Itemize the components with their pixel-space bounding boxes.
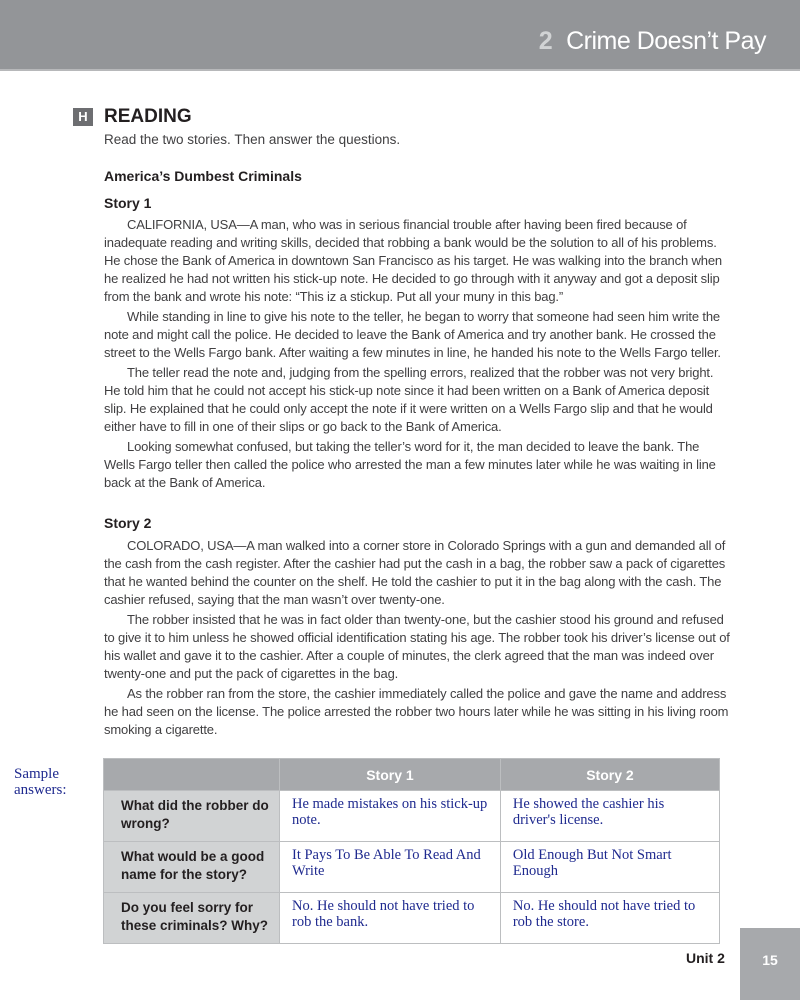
sample-answers-label: Sample answers:	[14, 766, 67, 798]
answers-table	[103, 758, 720, 944]
footer-unit-label: Unit 2	[686, 950, 725, 966]
story-2-heading: Story 2	[104, 515, 152, 531]
story-2-body	[104, 537, 730, 741]
table-row	[104, 791, 720, 842]
column-header: Story 2	[500, 759, 719, 791]
question-cell: What would be a good name for the story?	[104, 842, 280, 893]
question-cell: What did the robber do wrong?	[104, 791, 280, 842]
paragraph: While standing in line to give his note to the teller, he began to worry that someone had seen him write the note and might call the police. He decided to leave the Bank of America and try another bank. He crossed the street to the Wells Fargo bank. After waiting a few minutes in line, he handed his note to the Wells Fargo teller.	[104, 308, 721, 361]
question-cell: Do you feel sorry for these criminals? Why?	[104, 893, 280, 944]
chapter-title	[539, 27, 766, 56]
paragraph: The teller read the note and, judging from the spelling errors, realized that the robber was not very bright. He told him that he could not accept his stick-up note since it had been written on a Bank of America deposit slip. He explained that he could only accept the note if it were written on a Wells Fargo slip and that he would either have to fill in one of their slips or go back to the Bank of America.	[104, 364, 714, 435]
paragraph: COLORADO, USA—A man walked into a corner store in Colorado Springs with a gun and demanded all of the cash from the cash register. After the cashier had put the cash in a bag, the robber saw a pack of cigarettes that he wanted behind the counter on the shelf. He told the cashier to put it in the bag along with the cash. The cashier refused, saying that the man wasn’t over twenty-one.	[104, 538, 726, 608]
paragraph: Looking somewhat confused, but taking the teller’s word for it, the man decided to leave the bank. The Wells Fargo teller then called the police who arrested the man a few minutes later while he was waiting in line back at the Bank of America.	[104, 438, 716, 490]
paragraph: CALIFORNIA, USA—A man, who was in serious financial trouble after having been fired because of inadequate reading and writing skills, decided that robbing a bank would be the solution to all of his problems. He chose the Bank of America in downtown San Francisco as his target. He was walking into the branch when he realized he had not written his stick-up note. He decided to go through with it anyway and got a deposit slip from the bank and wrote his note: “This iz a stickup. Put all your muny in this bag.”	[104, 217, 722, 305]
table-row	[104, 893, 720, 944]
table-header-row	[104, 759, 720, 791]
chapter-number: 2	[538, 27, 553, 55]
section-badge: H	[73, 108, 93, 126]
answer-cell[interactable]: No. He should not have tried to rob the bank.	[280, 893, 501, 944]
instructions: Read the two stories. Then answer the questions.	[104, 132, 401, 147]
page-number: 15	[740, 928, 800, 1000]
article-title: America’s Dumbest Criminals	[104, 168, 302, 184]
answer-cell[interactable]: He showed the cashier his driver's license.	[500, 791, 719, 842]
story-1-body	[104, 216, 730, 493]
story-1-heading: Story 1	[104, 195, 152, 211]
answer-cell[interactable]: It Pays To Be Able To Read And Write	[280, 842, 501, 893]
answer-cell[interactable]: Old Enough But Not Smart Enough	[500, 842, 719, 893]
chapter-header	[0, 0, 800, 71]
section-title: READING	[104, 106, 192, 127]
chapter-title-text: Crime Doesn’t Pay	[566, 27, 766, 55]
table-row	[104, 842, 720, 893]
column-header: Story 1	[280, 759, 501, 791]
answer-cell[interactable]: No. He should not have tried to rob the store.	[500, 893, 719, 944]
paragraph: As the robber ran from the store, the cashier immediately called the police and gave the name and address he had seen on the license. The police arrested the robber two hours later while he was sitting in his living room smoking a cigarette.	[104, 685, 729, 737]
answer-cell[interactable]: He made mistakes on his stick-up note.	[280, 791, 501, 842]
paragraph: The robber insisted that he was in fact older than twenty-one, but the cashier stood his ground and refused to give it to him unless he showed official identification stating his age. The robber took his driver’s license out of his wallet and gave it to the cashier. After a couple of minutes, the clerk agreed that the man was indeed over twenty-one and put the pack of cigarettes in the bag.	[104, 611, 730, 682]
column-header	[104, 759, 280, 791]
